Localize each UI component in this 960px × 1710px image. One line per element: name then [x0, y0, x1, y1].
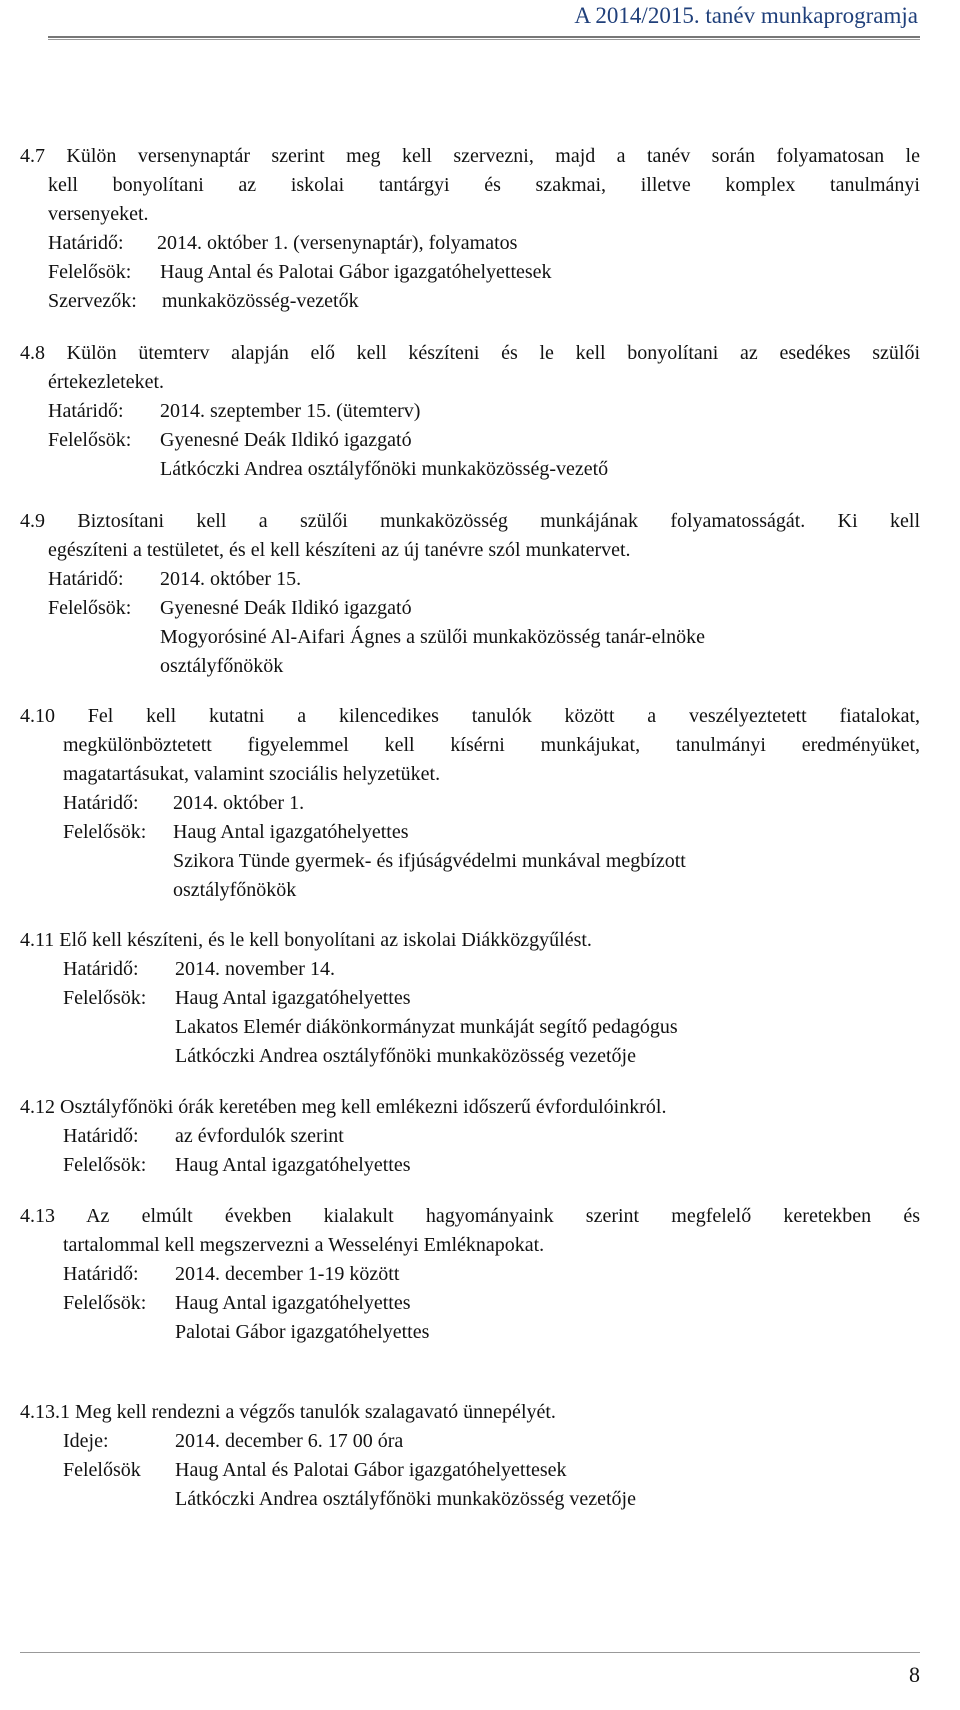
footer-divider — [20, 1652, 920, 1653]
responsible-value: Haug Antal igazgatóhelyettes — [173, 821, 409, 843]
responsible-value: Látkóczki Andrea osztályfőnöki munkaközösség-vezető — [160, 458, 609, 480]
deadline-label: Határidő: — [48, 232, 124, 254]
section-text-line: 4.10 Fel kell kutatni a kilencedikes tanulók között a veszélyeztetett fiatalokat, — [20, 705, 920, 727]
responsible-label: Felelősök: — [63, 821, 147, 843]
responsible-value: osztályfőnökök — [173, 879, 297, 901]
responsible-value: Gyenesné Deák Ildikó igazgató — [160, 429, 412, 451]
deadline-label: Határidő: — [63, 1263, 139, 1285]
responsible-value: Palotai Gábor igazgatóhelyettes — [175, 1321, 430, 1343]
date-label: Ideje: — [63, 1430, 109, 1452]
deadline-value: 2014. szeptember 15. (ütemterv) — [160, 400, 421, 422]
section-text-line: egészíteni a testületet, és el kell készíteni az új tanévre szól munkatervet. — [48, 539, 631, 561]
responsible-value: Mogyorósiné Al-Aifari Ágnes a szülői munkaközösség tanár-elnöke — [160, 626, 706, 648]
section-text-line: 4.9 Biztosítani kell a szülői munkaközösség munkájának folyamatosságát. Ki kell — [20, 510, 920, 532]
deadline-label: Határidő: — [48, 568, 124, 590]
deadline-label: Határidő: — [63, 958, 139, 980]
section-text-line: 4.8 Külön ütemterv alapján elő kell készíteni és le kell bonyolítani az esedékes szülői — [20, 342, 920, 364]
deadline-label: Határidő: — [63, 792, 139, 814]
responsible-value: Haug Antal és Palotai Gábor igazgatóhelyettesek — [175, 1459, 567, 1481]
responsible-value: Látkóczki Andrea osztályfőnöki munkaközösség vezetője — [175, 1045, 636, 1067]
responsible-value: Gyenesné Deák Ildikó igazgató — [160, 597, 412, 619]
organizers-value: munkaközösség-vezetők — [162, 290, 359, 312]
document-header-title: A 2014/2015. tanév munkaprogramja — [574, 3, 918, 28]
responsible-label: Felelősök: — [48, 429, 132, 451]
responsible-label: Felelősök — [63, 1459, 141, 1481]
section-text-line: megkülönböztetett figyelemmel kell kísérni munkájukat, tanulmányi eredményüket, — [63, 734, 920, 756]
section-text-line: 4.13 Az elmúlt években kialakult hagyományaink szerint megfelelő keretekben és — [20, 1205, 920, 1227]
section-text-line: kell bonyolítani az iskolai tantárgyi és szakmai, illetve komplex tanulmányi — [48, 174, 920, 196]
section-text-line: értekezleteket. — [48, 371, 165, 393]
deadline-value: 2014. október 1. (versenynaptár), folyamatos — [157, 232, 518, 254]
section-text-line: 4.7 Külön versenynaptár szerint meg kell szervezni, majd a tanév során folyamatosan le — [20, 145, 920, 167]
organizers-label: Szervezők: — [48, 290, 137, 312]
page-number: 8 — [909, 1662, 920, 1687]
responsible-label: Felelősök: — [63, 1292, 147, 1314]
deadline-label: Határidő: — [63, 1125, 139, 1147]
header-divider — [48, 36, 920, 40]
section-text-line: magatartásukat, valamint szociális helyzetüket. — [63, 763, 441, 785]
section-text-line: 4.11 Elő kell készíteni, és le kell bonyolítani az iskolai Diákközgyűlést. — [20, 929, 592, 951]
responsible-label: Felelősök: — [63, 987, 147, 1009]
deadline-value: 2014. november 14. — [175, 958, 335, 980]
section-text-line: 4.12 Osztályfőnöki órák keretében meg kell emlékezni időszerű évfordulóinkról. — [20, 1096, 667, 1118]
responsible-value: Haug Antal igazgatóhelyettes — [175, 1292, 411, 1314]
section-text-line: 4.13.1 Meg kell rendezni a végzős tanulók szalagavató ünnepélyét. — [20, 1401, 556, 1423]
responsible-value: Szikora Tünde gyermek- és ifjúságvédelmi munkával megbízott — [173, 850, 686, 872]
date-value: 2014. december 6. 17 00 óra — [175, 1430, 404, 1452]
section-text-line: tartalommal kell megszervezni a Wesselényi Emléknapokat. — [63, 1234, 545, 1256]
deadline-value: 2014. október 1. — [173, 792, 305, 814]
responsible-value: Haug Antal igazgatóhelyettes — [175, 987, 411, 1009]
responsible-label: Felelősök: — [48, 597, 132, 619]
section-text-line: versenyeket. — [48, 203, 149, 225]
responsible-label: Felelősök: — [48, 261, 132, 283]
responsible-label: Felelősök: — [63, 1154, 147, 1176]
deadline-value: 2014. október 15. — [160, 568, 302, 590]
responsible-value: Látkóczki Andrea osztályfőnöki munkaközösség vezetője — [175, 1488, 636, 1510]
responsible-value: Lakatos Elemér diákönkormányzat munkáját segítő pedagógus — [175, 1016, 678, 1038]
deadline-value: 2014. december 1-19 között — [175, 1263, 400, 1285]
deadline-value: az évfordulók szerint — [175, 1125, 344, 1147]
deadline-label: Határidő: — [48, 400, 124, 422]
responsible-value: osztályfőnökök — [160, 655, 284, 677]
responsible-value: Haug Antal és Palotai Gábor igazgatóhelyettesek — [160, 261, 552, 283]
responsible-value: Haug Antal igazgatóhelyettes — [175, 1154, 411, 1176]
